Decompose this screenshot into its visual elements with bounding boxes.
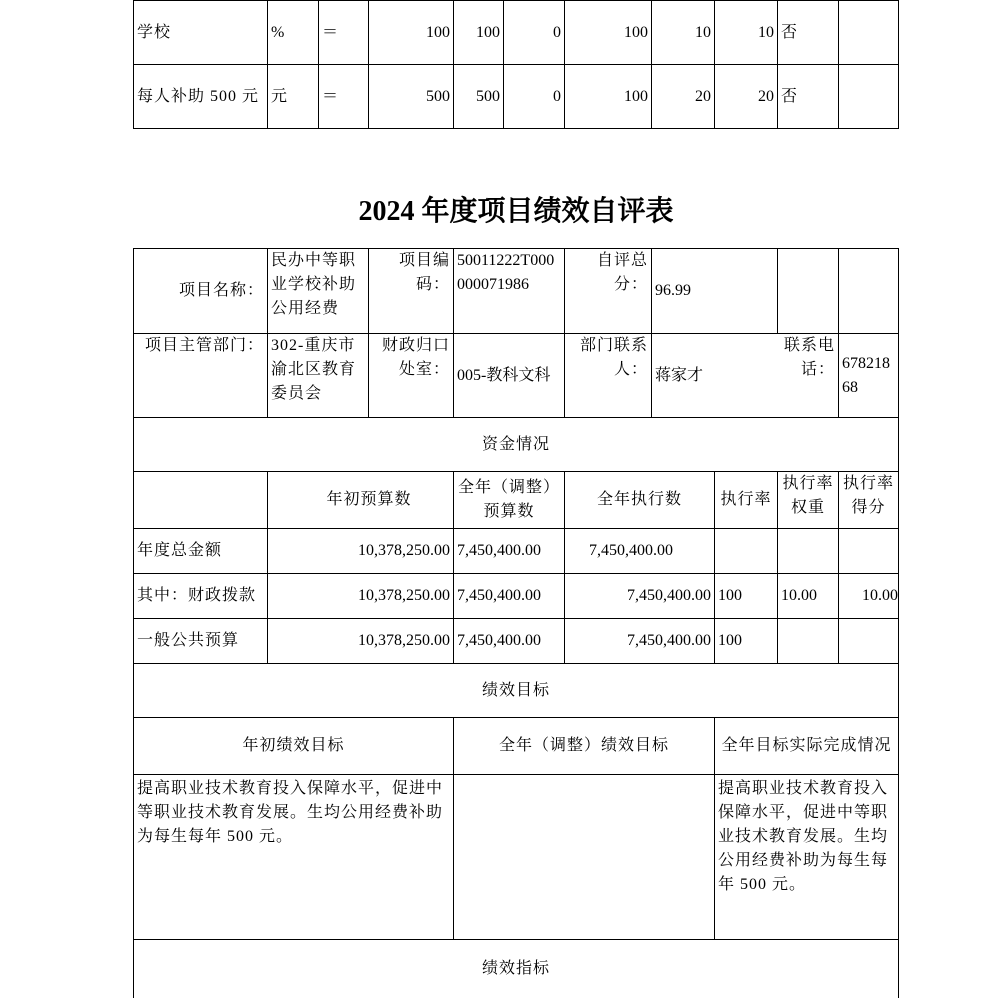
rate-value: 100 (715, 574, 778, 619)
table-row (134, 529, 899, 574)
indicator-operator: ＝ (319, 1, 369, 65)
row-label: 其中：财政拨款 (134, 574, 268, 619)
row-label: 一般公共预算 (134, 619, 268, 664)
self-evaluation-table (133, 248, 899, 998)
indicator-value: 10 (715, 1, 778, 65)
indicator-unit: 元 (268, 65, 319, 129)
empty-cell (839, 65, 899, 129)
weight-value (778, 619, 839, 664)
indicator-value: 20 (652, 65, 715, 129)
adjusted-value: 7,450,400.00 (454, 619, 565, 664)
rate-value: 100 (715, 619, 778, 664)
indicators-section-title: 绩效指标 (134, 940, 899, 998)
phone: 67821868 (839, 334, 899, 418)
table-row (134, 472, 899, 529)
indicator-value: 20 (715, 65, 778, 129)
table-row (134, 334, 899, 418)
project-code-label: 项目编码： (369, 249, 454, 334)
empty-cell (715, 249, 778, 334)
empty-cell (839, 249, 899, 334)
project-name: 民办中等职业学校补助公用经费 (268, 249, 369, 334)
finance-label: 财政归口处室： (369, 334, 454, 418)
goals-section-title: 绩效目标 (134, 664, 899, 718)
score-value: 10.00 (839, 574, 899, 619)
indicator-name: 学校 (134, 1, 268, 65)
indicator-continuation-table (133, 0, 899, 129)
project-code: 50011222T000000071986 (454, 249, 565, 334)
project-name-label: 项目名称： (134, 249, 268, 334)
executed-value: 7,450,400.00 (565, 529, 715, 574)
table-row (134, 65, 899, 129)
table-row (134, 418, 899, 472)
indicator-name: 每人补助 500 元 (134, 65, 268, 129)
col-header: 年初预算数 (268, 472, 454, 529)
empty-cell (134, 472, 268, 529)
total-score: 96.99 (652, 249, 715, 334)
table-row (134, 249, 899, 334)
col-header: 全年（调整）预算数 (454, 472, 565, 529)
indicator-value: 100 (565, 1, 652, 65)
col-header: 全年目标实际完成情况 (715, 718, 899, 775)
indicator-unit: % (268, 1, 319, 65)
indicator-flag: 否 (778, 65, 839, 129)
initial-goal: 提高职业技术教育投入保障水平，促进中等职业技术教育发展。生均公用经费补助为每生每年 500 元。 (134, 775, 454, 940)
indicator-value: 0 (504, 1, 565, 65)
indicator-value: 100 (454, 1, 504, 65)
dept: 302-重庆市渝北区教育委员会 (268, 334, 369, 418)
indicator-operator: ＝ (319, 65, 369, 129)
table-row (134, 664, 899, 718)
table-row (134, 619, 899, 664)
indicator-value: 100 (369, 1, 454, 65)
score-value (839, 529, 899, 574)
col-header: 执行率得分 (839, 472, 899, 529)
page-title: 2024 年度项目绩效自评表 (358, 196, 674, 227)
indicator-flag: 否 (778, 1, 839, 65)
adjusted-value: 7,450,400.00 (454, 529, 565, 574)
contact-person: 蒋家才 (652, 334, 778, 418)
table-row (134, 940, 899, 998)
actual-goal: 提高职业技术教育投入保障水平，促进中等职业技术教育发展。生均公用经费补助为每生每年 500 元。 (715, 775, 899, 940)
executed-value: 7,450,400.00 (565, 574, 715, 619)
phone-label: 联系电话： (778, 334, 839, 418)
score-label: 自评总分： (565, 249, 652, 334)
table-row (134, 718, 899, 775)
table-row (134, 574, 899, 619)
table-row (134, 1, 899, 65)
col-header: 执行率 (715, 472, 778, 529)
indicator-value: 500 (454, 65, 504, 129)
empty-cell (839, 1, 899, 65)
row-label: 年度总金额 (134, 529, 268, 574)
executed-value: 7,450,400.00 (565, 619, 715, 664)
budget-value: 10,378,250.00 (268, 529, 454, 574)
col-header: 年初绩效目标 (134, 718, 454, 775)
budget-value: 10,378,250.00 (268, 574, 454, 619)
weight-value (778, 529, 839, 574)
indicator-value: 100 (565, 65, 652, 129)
weight-value: 10.00 (778, 574, 839, 619)
col-header: 全年执行数 (565, 472, 715, 529)
budget-value: 10,378,250.00 (268, 619, 454, 664)
rate-value (715, 529, 778, 574)
adjusted-goal (454, 775, 715, 940)
col-header: 全年（调整）绩效目标 (454, 718, 715, 775)
adjusted-value: 7,450,400.00 (454, 574, 565, 619)
finance-office: 005-教科文科 (454, 334, 565, 418)
funds-section-title: 资金情况 (134, 418, 899, 472)
score-value (839, 619, 899, 664)
indicator-value: 10 (652, 1, 715, 65)
contact-label: 部门联系人： (565, 334, 652, 418)
table-row (134, 775, 899, 940)
indicator-value: 500 (369, 65, 454, 129)
empty-cell (778, 249, 839, 334)
dept-label: 项目主管部门： (134, 334, 268, 418)
col-header: 执行率权重 (778, 472, 839, 529)
indicator-value: 0 (504, 65, 565, 129)
